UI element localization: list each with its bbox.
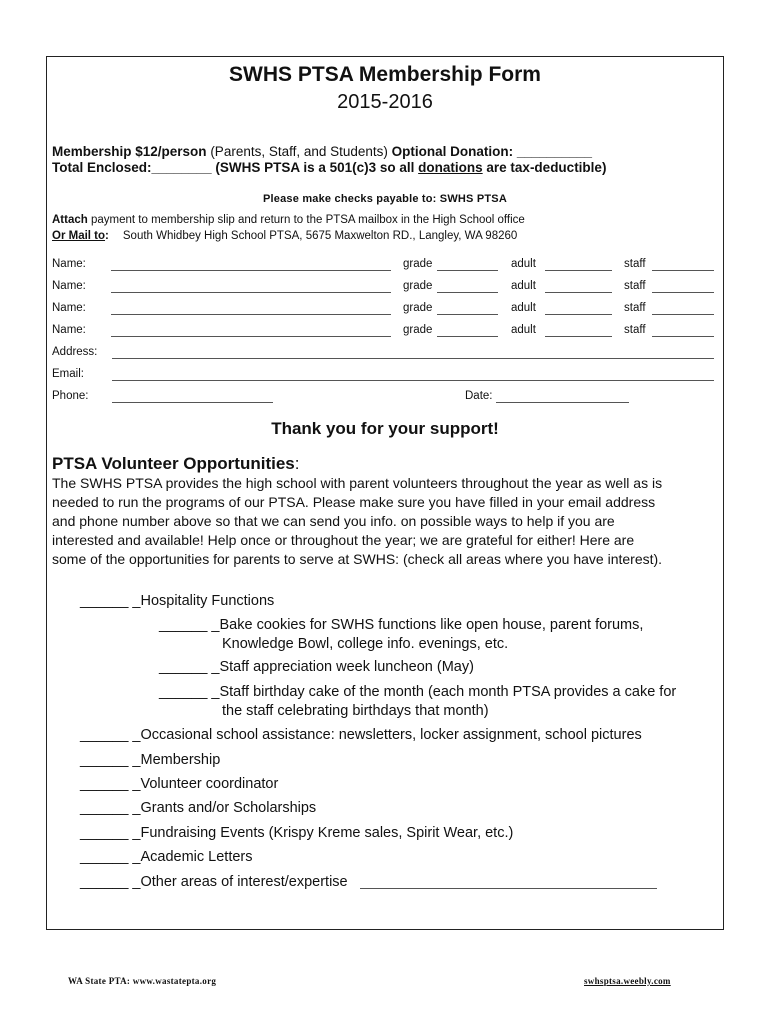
paragraph-line: interested and available! Help once or throughout the year; we are grateful for either! Here are bbox=[52, 532, 635, 548]
membership-line bbox=[52, 144, 592, 159]
name-field-4[interactable] bbox=[111, 336, 391, 337]
attach-label: Attach bbox=[52, 214, 88, 226]
name-label-4: Name: bbox=[52, 324, 86, 336]
form-title: SWHS PTSA Membership Form bbox=[229, 63, 541, 86]
staff-field-4[interactable] bbox=[652, 336, 714, 337]
option-grants[interactable]: ______ _Grants and/or Scholarships bbox=[80, 800, 317, 816]
name-label-2: Name: bbox=[52, 280, 86, 292]
phone-field[interactable] bbox=[112, 402, 273, 403]
adult-field-2[interactable] bbox=[545, 292, 612, 293]
email-field[interactable] bbox=[112, 380, 714, 381]
adult-label-2: adult bbox=[511, 280, 536, 292]
other-interest-field[interactable] bbox=[360, 888, 657, 889]
checkbox-blank[interactable]: ______ _ bbox=[159, 617, 220, 633]
checkbox-blank[interactable]: ______ _ bbox=[80, 727, 141, 743]
optional-donation[interactable]: Optional Donation: __________ bbox=[391, 144, 592, 159]
checkbox-blank[interactable]: ______ _ bbox=[80, 874, 141, 890]
staff-field-2[interactable] bbox=[652, 292, 714, 293]
paragraph-line: and phone number above so that we can send you info. on possible ways to help if you are bbox=[52, 513, 615, 529]
date-field[interactable] bbox=[496, 402, 629, 403]
checkbox-blank[interactable]: ______ _ bbox=[80, 800, 141, 816]
date-label: Date: bbox=[465, 390, 493, 402]
paragraph-line: some of the opportunities for parents to serve at SWHS: (check all areas where you have interest). bbox=[52, 551, 663, 567]
option-membership[interactable]: ______ _Membership bbox=[80, 752, 221, 768]
option-occasional[interactable]: ______ _Occasional school assistance: newsletters, locker assignment, school pictures bbox=[80, 727, 642, 743]
adult-field-3[interactable] bbox=[545, 314, 612, 315]
membership-detail: (Parents, Staff, and Students) bbox=[206, 144, 392, 159]
adult-field-1[interactable] bbox=[545, 270, 612, 271]
option-hospitality[interactable]: ______ _Hospitality Functions bbox=[80, 593, 275, 609]
checks-payable: Please make checks payable to: SWHS PTSA bbox=[263, 193, 507, 205]
donations-text: donations bbox=[418, 160, 483, 175]
staff-label-4: staff bbox=[624, 324, 646, 336]
checkbox-blank[interactable]: ______ _ bbox=[80, 776, 141, 792]
footer-website-link[interactable]: swhsptsa.weebly.com bbox=[584, 976, 671, 986]
checkbox-blank[interactable]: ______ _ bbox=[80, 825, 141, 841]
volunteer-paragraph bbox=[52, 474, 722, 569]
option-academic-letters[interactable]: ______ _Academic Letters bbox=[80, 849, 253, 865]
address-field[interactable] bbox=[112, 358, 714, 359]
name-label-3: Name: bbox=[52, 302, 86, 314]
email-label: Email: bbox=[52, 368, 84, 380]
staff-field-1[interactable] bbox=[652, 270, 714, 271]
adult-label-4: adult bbox=[511, 324, 536, 336]
option-other[interactable]: ______ _Other areas of interest/expertise bbox=[80, 874, 348, 890]
option-bake-cookies[interactable]: ______ _Bake cookies for SWHS functions like open house, parent forums, bbox=[159, 617, 644, 633]
attach-line bbox=[52, 214, 525, 226]
address-label: Address: bbox=[52, 346, 98, 358]
staff-label-3: staff bbox=[624, 302, 646, 314]
volunteer-heading: PTSA Volunteer Opportunities: bbox=[52, 454, 300, 473]
name-field-1[interactable] bbox=[111, 270, 391, 271]
tax-note-pre: (SWHS PTSA is a 501(c)3 so all bbox=[215, 160, 419, 175]
option-bake-cookies-cont: Knowledge Bowl, college info. evenings, etc. bbox=[222, 636, 509, 652]
staff-label-1: staff bbox=[624, 258, 646, 270]
phone-label: Phone: bbox=[52, 390, 89, 402]
adult-field-4[interactable] bbox=[545, 336, 612, 337]
name-field-3[interactable] bbox=[111, 314, 391, 315]
total-enclosed[interactable]: Total Enclosed:________ bbox=[52, 160, 216, 175]
grade-label-3: grade bbox=[403, 302, 433, 314]
mail-label: Or Mail to: bbox=[52, 230, 109, 242]
membership-label: Membership $12/person bbox=[52, 144, 207, 159]
form-year: 2015-2016 bbox=[337, 91, 433, 113]
mail-line bbox=[52, 230, 517, 242]
paragraph-line: The SWHS PTSA provides the high school with parent volunteers throughout the year as well as is bbox=[52, 475, 663, 491]
adult-label-3: adult bbox=[511, 302, 536, 314]
grade-label-2: grade bbox=[403, 280, 433, 292]
adult-label-1: adult bbox=[511, 258, 536, 270]
grade-field-4[interactable] bbox=[437, 336, 498, 337]
checkbox-blank[interactable]: ______ _ bbox=[159, 659, 220, 675]
footer-state-pta: WA State PTA: www.wastatepta.org bbox=[68, 976, 217, 986]
option-fundraising[interactable]: ______ _Fundraising Events (Krispy Kreme sales, Spirit Wear, etc.) bbox=[80, 825, 514, 841]
checkbox-blank[interactable]: ______ _ bbox=[80, 752, 141, 768]
grade-field-2[interactable] bbox=[437, 292, 498, 293]
option-volunteer-coordinator[interactable]: ______ _Volunteer coordinator bbox=[80, 776, 279, 792]
grade-label-1: grade bbox=[403, 258, 433, 270]
staff-field-3[interactable] bbox=[652, 314, 714, 315]
checkbox-blank[interactable]: ______ _ bbox=[159, 684, 220, 700]
tax-note-post: are tax-deductible) bbox=[482, 160, 607, 175]
option-staff-appreciation[interactable]: ______ _Staff appreciation week luncheon (May) bbox=[159, 659, 474, 675]
checkbox-blank[interactable]: ______ _ bbox=[80, 849, 141, 865]
option-birthday-cake-cont: the staff celebrating birthdays that month) bbox=[222, 703, 489, 719]
name-field-2[interactable] bbox=[111, 292, 391, 293]
checkbox-blank[interactable]: ______ _ bbox=[80, 593, 141, 609]
option-birthday-cake[interactable]: ______ _Staff birthday cake of the month (each month PTSA provides a cake for bbox=[159, 684, 677, 700]
thank-you-heading: Thank you for your support! bbox=[271, 419, 499, 438]
attach-text: payment to membership slip and return to the PTSA mailbox in the High School office bbox=[87, 214, 525, 226]
grade-field-3[interactable] bbox=[437, 314, 498, 315]
name-label-1: Name: bbox=[52, 258, 86, 270]
grade-label-4: grade bbox=[403, 324, 433, 336]
paragraph-line: needed to run the programs of our PTSA. Please make sure you have filled in your email address bbox=[52, 494, 656, 510]
staff-label-2: staff bbox=[624, 280, 646, 292]
mail-address: South Whidbey High School PTSA, 5675 Maxwelton RD., Langley, WA 98260 bbox=[122, 230, 518, 242]
total-line bbox=[52, 160, 606, 175]
grade-field-1[interactable] bbox=[437, 270, 498, 271]
